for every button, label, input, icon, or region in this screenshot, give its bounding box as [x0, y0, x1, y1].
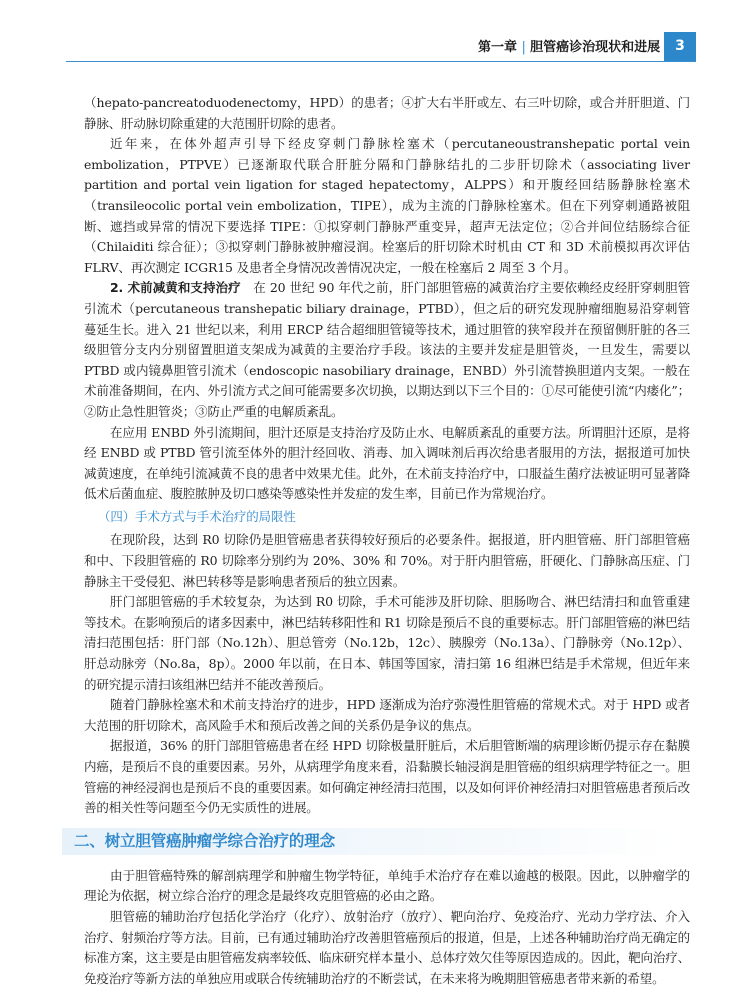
paragraph: 据报道，36% 的肝门部胆管癌患者在经 HPD 切除极量肝脏后，术后胆管断端的病理诊断仍提示存在黏膜内癌，是预后不良的重要因素。另外，从病理学角度来看，沿黏膜长轴浸润是胆管癌的组织病理学特征之一。胆管癌的神经浸润也是预后不良的重要因素。如何确定神经清扫范围，以及如何评价神经清扫对胆管癌患者预后改善的相关性等问题至今仍无实质性的进展。	[84, 738, 690, 816]
paragraph	[84, 278, 690, 422]
section-heading: 二、树立胆管癌肿瘤学综合治疗的理念	[62, 828, 674, 855]
paragraph-lead: 2. 术前减黄和支持治疗	[110, 280, 241, 296]
paragraph: 近年来，在体外超声引导下经皮穿刺门静脉栓塞术（percutaneoustranshepatic portal vein embolization，PTPVE）已逐渐取代联合肝脏分隔和门静脉结扎的二步肝切除术（associating liver partition and portal vein ligation for staged hepatectomy，ALPPS）和开腹经回结肠静脉栓塞术（transileocolic portal vein embolization，TIPE），成为主流的门静脉栓塞术。但在下列穿刺通路被阻断、遮挡或异常的情况下要选择 TIPE：①拟穿刺门静脉严重变异，超声无法定位；②合并间位结肠综合征（Chilaiditi 综合征）；③拟穿刺门静脉被肿瘤浸润。栓塞后的肝切除术时机由 CT 和 3D 术前模拟再次评估 FLRV、再次测定 ICGR15 及患者全身情况改善情况决定，一般在栓塞后 2 周至 3 个月。	[84, 136, 690, 275]
paragraph: （hepato-pancreatoduodenectomy，HPD）的患者；④扩大右半肝或左、右三叶切除，或合并肝胆道、门静脉、肝动脉切除重建的大范围肝切除的患者。	[84, 95, 690, 131]
page-number: 3	[664, 32, 696, 61]
header-separator: |	[521, 40, 531, 55]
paragraph: 随着门静脉栓塞术和术前支持治疗的进步，HPD 逐渐成为治疗弥漫性胆管癌的常规术式。对于 HPD 或者大范围的肝切除术，高风险手术和预后改善之间的关系仍是争议的焦点。	[84, 697, 690, 733]
paragraph: 在现阶段，达到 R0 切除仍是胆管癌患者获得较好预后的必要条件。据报道，肝内胆管癌、肝门部胆管癌和中、下段胆管癌的 R0 切除率分别约为 20%、30% 和 70%。对于肝内胆管癌，肝硬化、门静脉高压症、门静脉主干受侵犯、淋巴转移等是影响患者预后的独立因素。	[84, 532, 690, 589]
header-rule	[66, 61, 696, 62]
paragraph: 由于胆管癌特殊的解剖病理学和肿瘤生物学特征，单纯手术治疗存在难以逾越的极限。因此，以肿瘤学的理论为依据，树立综合治疗的理念是最终攻克胆管癌的必由之路。	[84, 867, 690, 904]
paragraph: 在应用 ENBD 外引流期间，胆汁还原是支持治疗及防止水、电解质紊乱的重要方法。所谓胆汁还原，是将经 ENBD 或 PTBD 管引流至体外的胆汁经回收、消毒、加入调味剂后再次给患者服用的方法，据报道可加快减黄速度，在单纯引流减黄不良的患者中效果尤佳。此外，在术前支持治疗中，口服益生菌疗法被证明可显著降低术后菌血症、腹腔脓肿及切口感染等感染性并发症的发生率，目前已作为常规治疗。	[84, 424, 690, 502]
paragraph: 胆管癌的辅助治疗包括化学治疗（化疗）、放射治疗（放疗）、靶向治疗、免疫治疗、光动力学疗法、介入治疗、射频治疗等方法。目前，已有通过辅助治疗改善胆管癌预后的报道，但是，上述各种辅助治疗尚无确定的标准方案，这主要是由胆管癌发病率较低、临床研究样本量小、总体疗效欠佳等原因造成的。因此，靶向治疗、免疫治疗等新方法的单独应用或联合传统辅助治疗的不断尝试，在未来将为晚期胆管癌患者带来新的希望。	[84, 908, 690, 986]
page-body	[74, 93, 690, 989]
chapter-title: 胆管癌诊治现状和进展	[530, 40, 661, 55]
paragraph: 肝门部胆管癌的手术较复杂，为达到 R0 切除，手术可能涉及肝切除、胆肠吻合、淋巴结清扫和血管重建等技术。在影响预后的诸多因素中，淋巴结转移阳性和 R1 切除是预后不良的重要标志。肝门部胆管癌的淋巴结清扫范围包括：肝门部（No.12h）、胆总管旁（No.12b，12c）、胰腺旁（No.13a）、门静脉旁（No.12p）、肝总动脉旁（No.8a，8p）。2000 年以前，在日本、韩国等国家，清扫第 16 组淋巴结是手术常规，但近年来的研究提示清扫该组淋巴结并不能改善预后。	[84, 594, 690, 692]
chapter-label: 第一章	[478, 40, 518, 55]
running-header	[478, 36, 661, 58]
paragraph-text: 在 20 世纪 90 年代之前，肝门部胆管癌的减黄治疗主要依赖经皮经肝穿刺胆管引流术（percutaneous transhepatic biliary drainage，PTBD），但之后的研究发现肿瘤细胞易沿穿刺管蔓延生长。进入 21 世纪以来，利用 ERCP 结合超细胆管镜等技术，通过胆管的狭窄段并在预留侧肝脏的各三级胆管分支内分别留置胆道支架成为减黄的主要治疗手段。该法的主要并发症是胆管炎，一旦发生，需要以 PTBD 或内镜鼻胆管引流术（endoscopic nasobiliary drainage，ENBD）外引流替换胆道内支架。一般在术前准备期间，在内、外引流方式之间可能需要多次切换，以期达到以下三个目的：①尽可能使引流“内瘘化”；②防止急性胆管炎；③防止严重的电解质紊乱。	[84, 280, 690, 419]
subsection-heading: （四）手术方式与手术治疗的局限性	[98, 508, 296, 524]
